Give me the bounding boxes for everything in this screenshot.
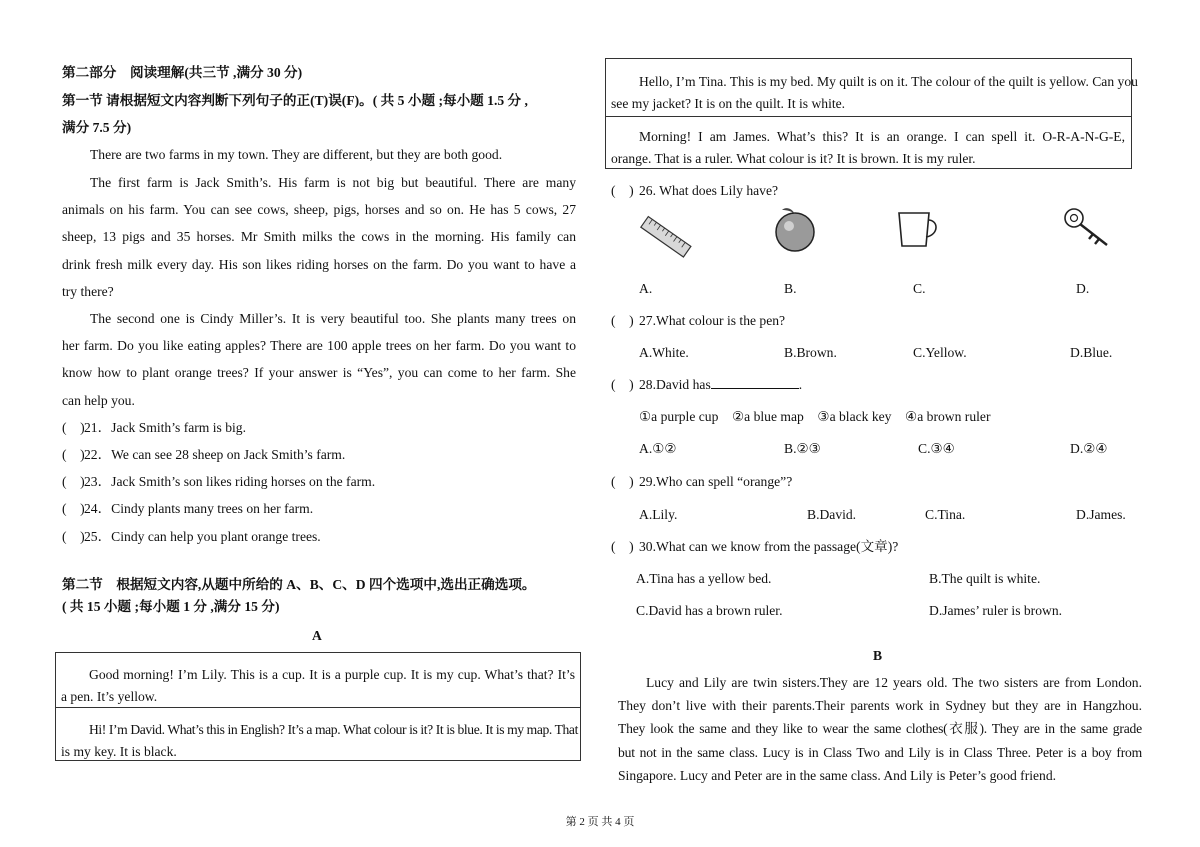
mc-question-27[interactable]: ( ) 27.What colour is the pen? xyxy=(611,313,786,328)
option-28-d[interactable]: D.②④ xyxy=(1070,441,1108,456)
section2-title: 第二节 根据短文内容,从题中所给的 A、B、C、D 四个选项中,选出正确选项。 xyxy=(62,577,536,592)
option-27-c[interactable]: C.Yellow. xyxy=(913,345,967,360)
passage-b-line: They look the same and they like to wear the same clothes(衣服). They are in the same grade xyxy=(618,721,1142,736)
passage-line: sheep, 13 pigs and 35 horses. Mr Smith milks the cows in the morning. His family can xyxy=(62,229,576,244)
option-27-d[interactable]: D.Blue. xyxy=(1070,345,1113,360)
passage-line: can help you. xyxy=(62,393,135,408)
option-30-c[interactable]: C.David has a brown ruler. xyxy=(636,603,783,618)
passage-b-heading: B xyxy=(873,648,883,663)
box-line: orange. That is a ruler. What colour is it? It is brown. It is my ruler. xyxy=(611,151,976,166)
passage-line: The first farm is Jack Smith’s. His farm is not big but beautiful. There are many xyxy=(90,175,576,190)
page-footer: 第 2 页 共 4 页 xyxy=(565,816,635,828)
answer-paren[interactable]: ( ) xyxy=(611,539,634,554)
tf-question-25[interactable]: ( )25．Cindy can help you plant orange trees. xyxy=(62,529,321,544)
option-28-c[interactable]: C.③④ xyxy=(918,441,955,456)
box-line: Hi! I’m David. What’s this in English? It’s a map. What colour is it? It is blue. It is my map. That xyxy=(89,722,578,737)
mc-question-30[interactable]: ( ) 30.What can we know from the passage(文章)? xyxy=(611,539,899,554)
tf-question-24[interactable]: ( )24．Cindy plants many trees on her farm. xyxy=(62,501,314,516)
option-27-b[interactable]: B.Brown. xyxy=(784,345,837,360)
key-icon xyxy=(1063,207,1111,249)
mc-question-26[interactable]: ( ) 26. What does Lily have? xyxy=(611,183,779,198)
answer-paren[interactable]: ( ) xyxy=(62,420,85,435)
mc-question-29[interactable]: ( ) 29.Who can spell “orange”? xyxy=(611,474,793,489)
option-28-a[interactable]: A.①② xyxy=(639,441,677,456)
answer-paren[interactable]: ( ) xyxy=(62,447,85,462)
choices-28: ①a purple cup ②a blue map ③a black key ④a brown ruler xyxy=(639,409,991,424)
option-26-c[interactable]: C. xyxy=(913,281,926,296)
answer-paren[interactable]: ( ) xyxy=(611,313,634,328)
dialog-box-tina-james xyxy=(605,58,1138,169)
option-29-b[interactable]: B.David. xyxy=(807,507,857,522)
answer-paren[interactable]: ( ) xyxy=(611,183,634,198)
passage-line: know how to plant orange trees? If your answer is “Yes”, you can come to her farm. She xyxy=(62,365,576,380)
option-29-a[interactable]: A.Lily. xyxy=(639,507,678,522)
section1-title-cont: 满分 7.5 分) xyxy=(62,120,132,135)
passage-a-heading: A xyxy=(312,628,322,643)
box-line: see my jacket? It is on the quilt. It is white. xyxy=(611,96,846,111)
mc-question-28[interactable]: ( ) 28.David has . xyxy=(611,377,803,392)
tf-question-21[interactable]: ( )21．Jack Smith’s farm is big. xyxy=(62,420,246,435)
option-29-d[interactable]: D.James. xyxy=(1076,507,1126,522)
section2-title-cont: ( 共 15 小题 ;每小题 1 分 ,满分 15 分) xyxy=(62,599,280,614)
option-26-b[interactable]: B. xyxy=(784,281,797,296)
tf-question-22[interactable]: ( )22．We can see 28 sheep on Jack Smith’s farm. xyxy=(62,447,346,462)
option-29-c[interactable]: C.Tina. xyxy=(925,507,966,522)
passage-b-line: Lucy and Lily are twin sisters.They are 12 years old. The two sisters are from London. xyxy=(646,675,1142,690)
box-line: Good morning! I’m Lily. This is a cup. It is a purple cup. It is my cup. What’s that? It’s xyxy=(89,667,575,682)
option-26-a[interactable]: A. xyxy=(639,281,653,296)
box-line: Morning! I am James. What’s this? It is an orange. I can spell it. O-R-A-N-G-E, xyxy=(639,129,1125,144)
passage-b-line: but not in the same class. Lucy is in Class Two and Lily is in Class Three. Peter is a boy from xyxy=(618,745,1142,760)
option-27-a[interactable]: A.White. xyxy=(639,345,689,360)
dialog-box-lily-david xyxy=(55,652,581,761)
passage-line: try there? xyxy=(62,284,114,299)
passage-line: drink fresh milk every day. His son likes riding horses on the farm. Do you want to have a xyxy=(62,257,576,272)
passage-b-line: Singapore. Lucy and Peter are in the same class. And Lily is Peter’s good friend. xyxy=(618,768,1057,783)
answer-paren[interactable]: ( ) xyxy=(62,529,85,544)
part-title: 第二部分 阅读理解(共三节 ,满分 30 分) xyxy=(62,65,303,80)
box-divider xyxy=(56,707,580,708)
orange-icon xyxy=(773,205,817,253)
passage-line: There are two farms in my town. They are different, but they are both good. xyxy=(90,147,503,162)
passage-line: The second one is Cindy Miller’s. It is very beautiful too. She plants many trees on xyxy=(90,311,576,326)
box-line: Hello, I’m Tina. This is my bed. My quilt is on it. The colour of the quilt is yellow. Can you xyxy=(639,74,1138,89)
passage-line: her farm. Do you like eating apples? There are 100 apple trees on her farm. Do you want to xyxy=(62,338,576,353)
ruler-icon xyxy=(641,214,689,262)
option-28-b[interactable]: B.②③ xyxy=(784,441,821,456)
passage-b-line: They don’t live with their parents.Their parents work in Sydney but they are in Hangzhou. xyxy=(618,698,1142,713)
answer-paren[interactable]: ( ) xyxy=(611,474,634,489)
cup-icon xyxy=(895,210,941,250)
section1-title: 第一节 请根据短文内容判断下列句子的正(T)误(F)。( 共 5 小题 ;每小题 1.5 分 , xyxy=(62,93,528,108)
box-divider xyxy=(606,116,1131,117)
option-30-d[interactable]: D.James’ ruler is brown. xyxy=(929,603,1063,618)
answer-paren[interactable]: ( ) xyxy=(611,377,634,392)
box-line: a pen. It’s yellow. xyxy=(61,689,158,704)
box-line: is my key. It is black. xyxy=(61,744,177,759)
answer-paren[interactable]: ( ) xyxy=(62,501,85,516)
option-30-a[interactable]: A.Tina has a yellow bed. xyxy=(636,571,772,586)
answer-blank[interactable] xyxy=(711,376,799,389)
option-30-b[interactable]: B.The quilt is white. xyxy=(929,571,1041,586)
tf-question-23[interactable]: ( )23．Jack Smith’s son likes riding horses on the farm. xyxy=(62,474,376,489)
answer-paren[interactable]: ( ) xyxy=(62,474,85,489)
passage-line: animals on his farm. You can see cows, sheep, pigs, horses and so on. He has 5 cows, 27 xyxy=(62,202,576,217)
option-26-d[interactable]: D. xyxy=(1076,281,1090,296)
